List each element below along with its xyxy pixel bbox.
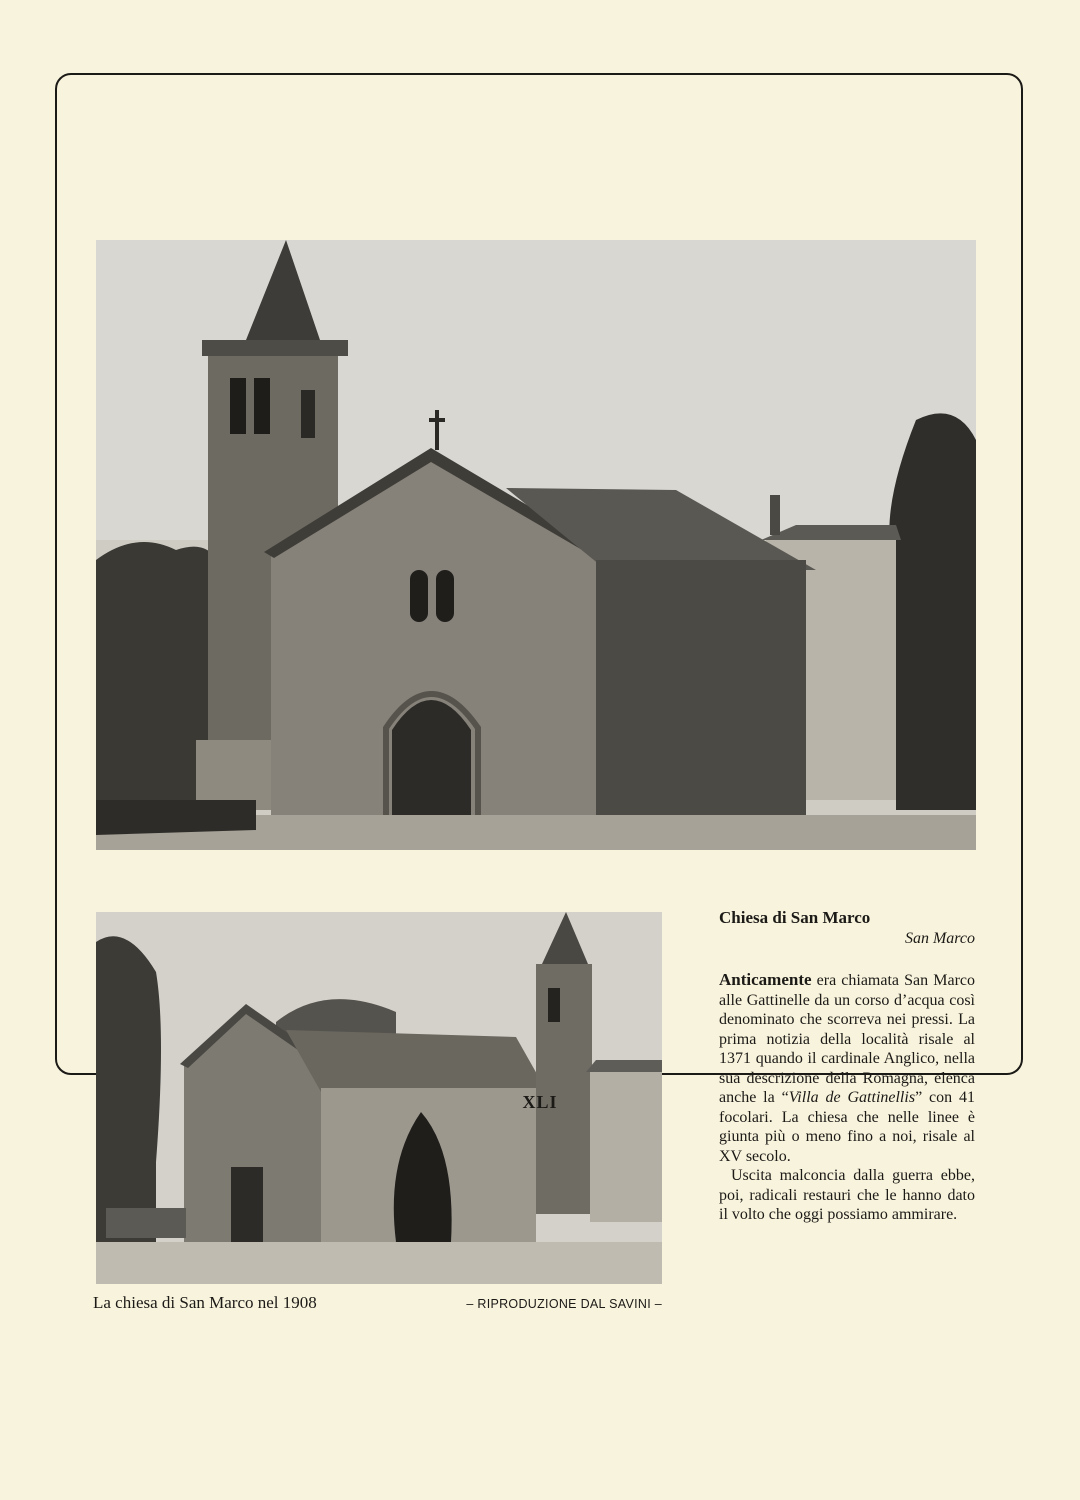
paragraph-italic-text: Villa de Gattinellis (788, 1089, 916, 1106)
paragraph-text: era chiamata San Marco alle Gattinelle da un corso d’acqua così denominato che scorreva nei pressi. La prima notizia della località risale al 1371 quando il cardinale Anglico, nella sua descrizione della Romagna, elenca anche la “ (719, 972, 975, 1106)
article-paragraph: Uscita malconcia dalla guerra ebbe, poi, radicali restauri che le hanno dato il volto che oggi possiamo ammirare. (719, 1167, 975, 1223)
article-paragraph (719, 970, 975, 1166)
article (719, 908, 975, 1225)
article-title: Chiesa di San Marco (719, 908, 871, 927)
photo-caption: La chiesa di San Marco nel 1908 (93, 1293, 317, 1312)
photo-credit: – RIPRODUZIONE DAL SAVINI – (466, 1297, 662, 1311)
article-subtitle: San Marco (904, 930, 975, 947)
church-photo-modern (96, 240, 976, 850)
page-number: XLI (522, 1092, 558, 1112)
paragraph-text: ” con 41 focolari. La chiesa che nelle linee è giunta più o meno fino a noi, risale al XV secolo. (719, 1089, 976, 1165)
paragraph-lead-word: Anticamente (719, 970, 812, 989)
